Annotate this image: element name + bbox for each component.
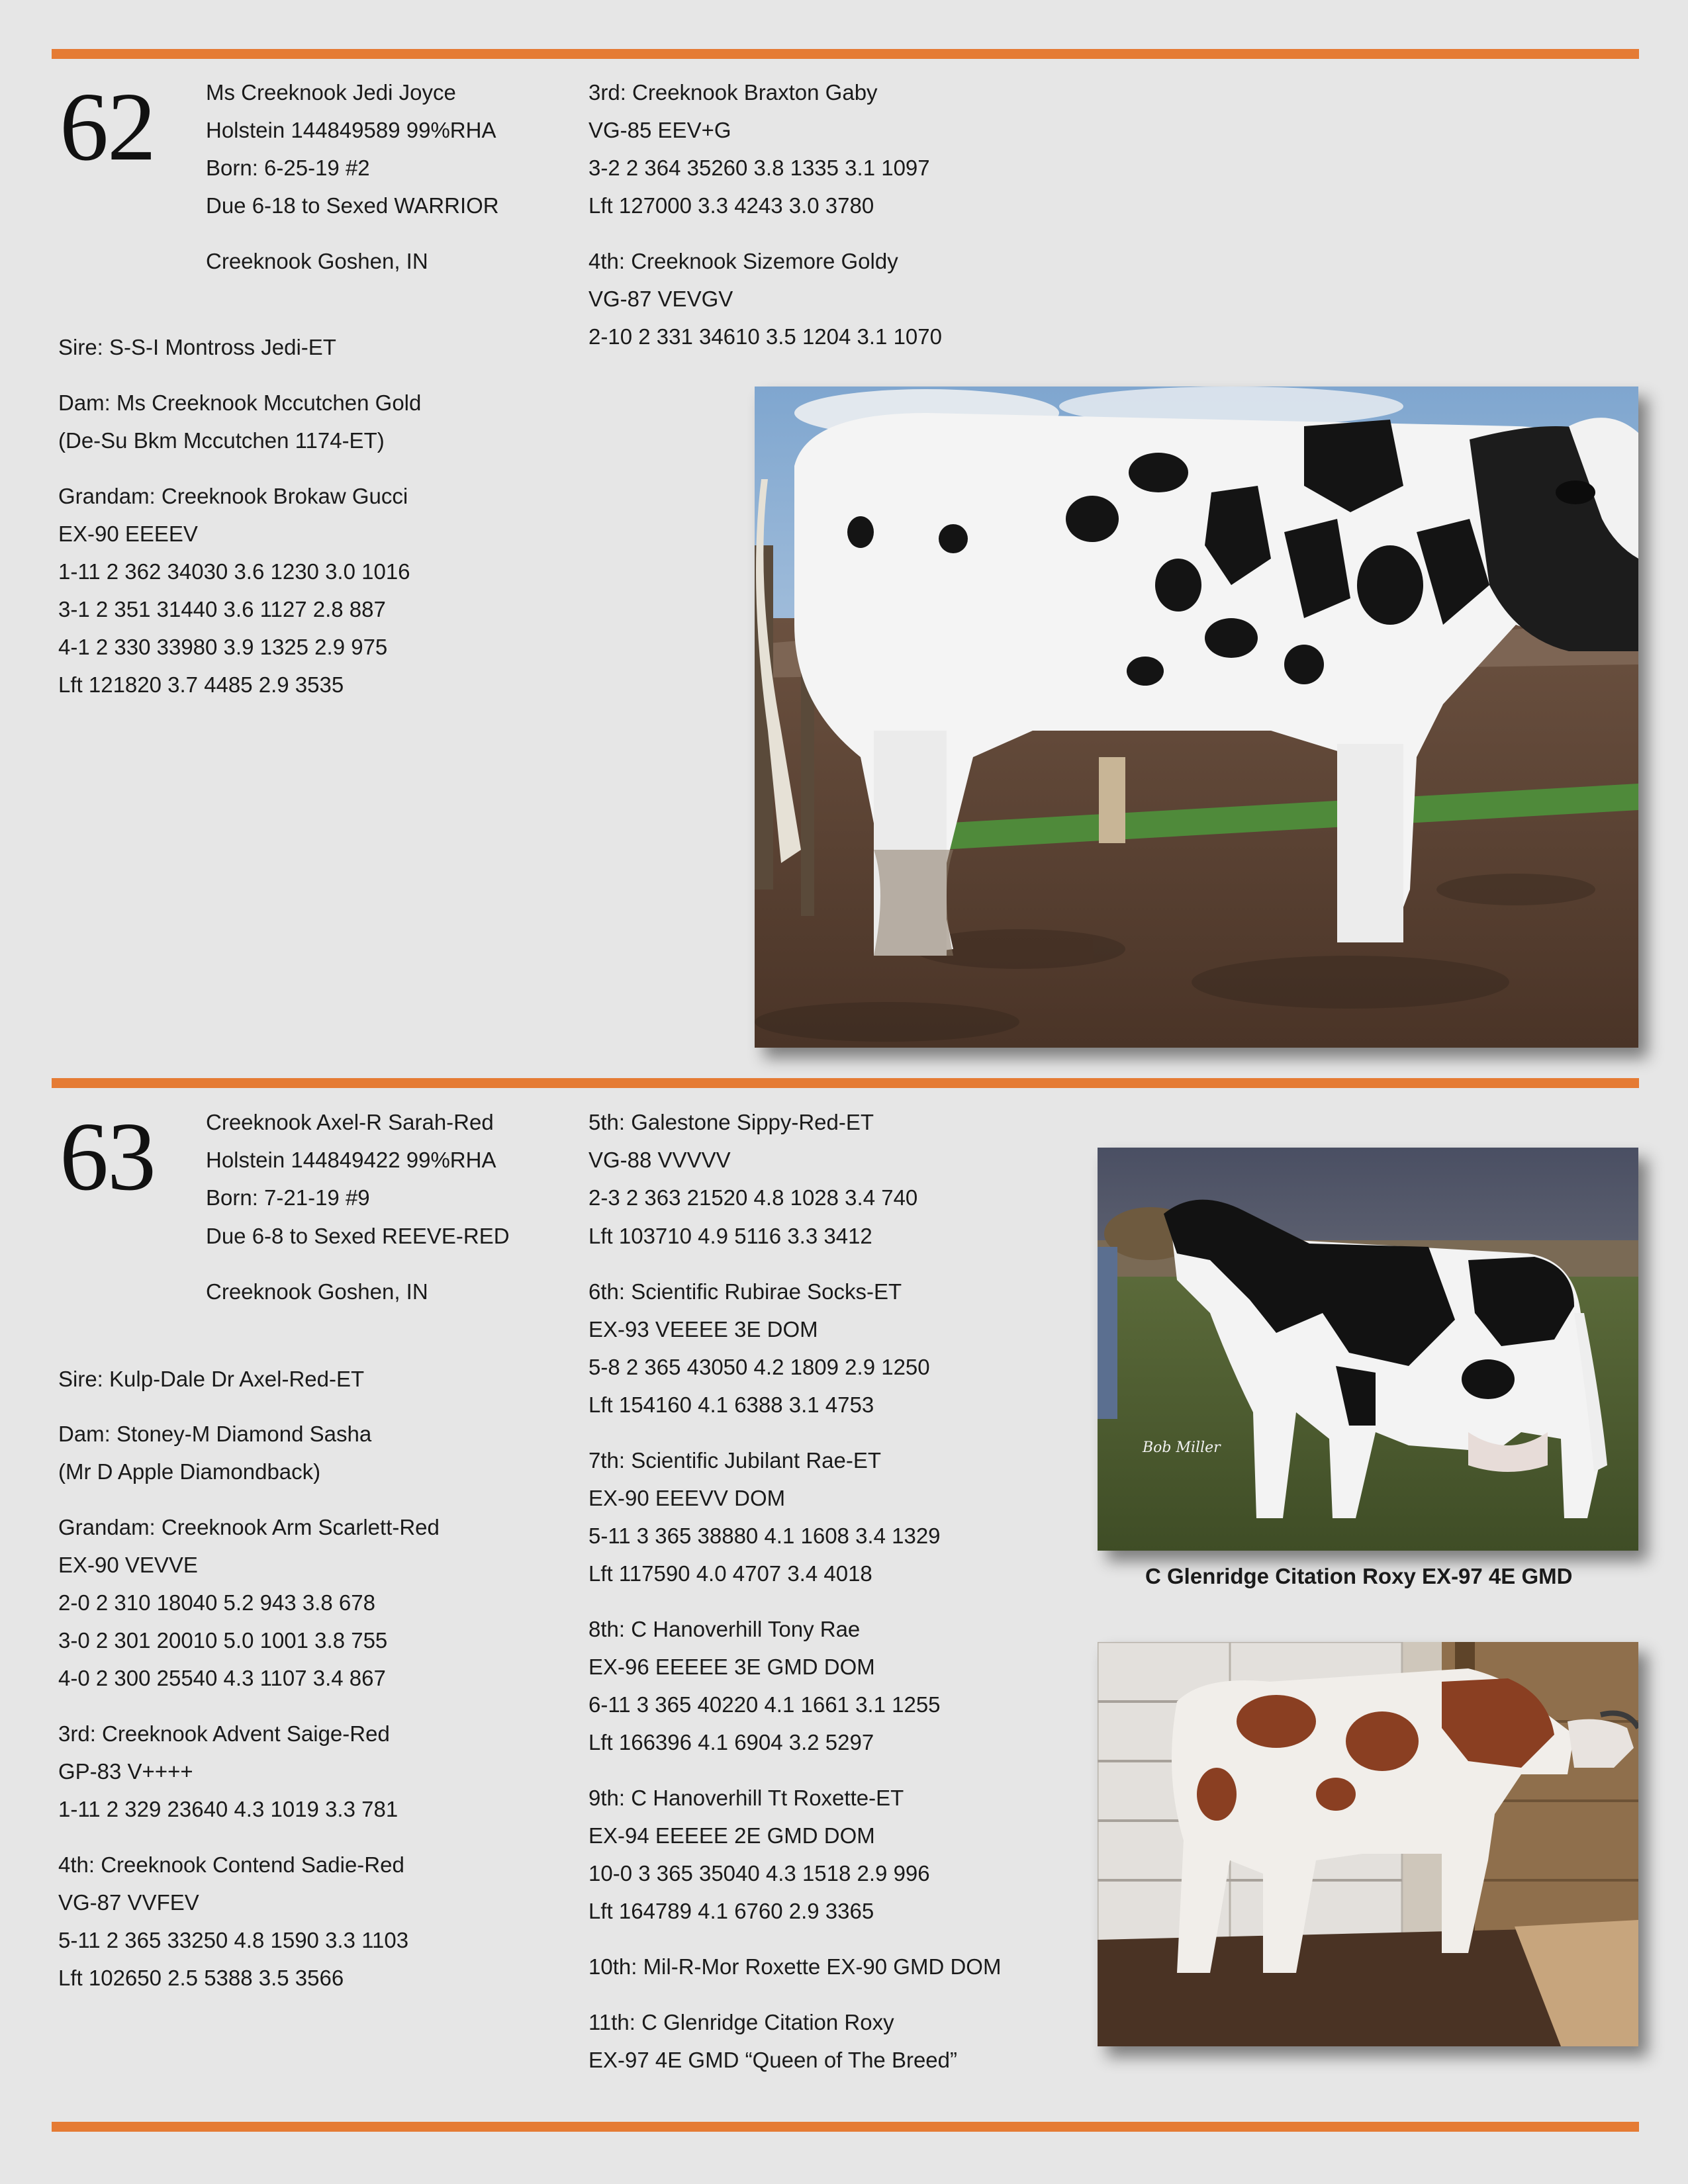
lot62-3rd-dam-lifetime: Lft 127000 3.3 4243 3.0 3780 [588,193,874,218]
lot62-dam-sire: (De-Su Bkm Mccutchen 1174-ET) [58,428,385,453]
lot63-6th-dam-score: EX-93 VEEEE 3E DOM [588,1317,818,1342]
lot62-due: Due 6-18 to Sexed WARRIOR [206,193,499,218]
lot63-3rd-dam-record: 1-11 2 329 23640 4.3 1019 3.3 781 [58,1797,399,1821]
lot63-5th-dam: 5th: Galestone Sippy-Red-ET [588,1110,874,1134]
lot63-9th-dam-score: EX-94 EEEEE 2E GMD DOM [588,1823,875,1848]
lot63-3rd-dam: 3rd: Creeknook Advent Saige-Red [58,1721,390,1746]
lot63-8th-dam-lifetime: Lft 166396 4.1 6904 3.2 5297 [588,1730,874,1754]
lot63-grandam-record-1: 2-0 2 310 18040 5.2 943 3.8 678 [58,1590,375,1615]
lot63-5th-dam-score: VG-88 VVVVV [588,1148,731,1172]
lot62-breed-reg: Holstein 144849589 99%RHA [206,118,496,142]
lot63-location: Creeknook Goshen, IN [206,1279,428,1304]
lot63-8th-dam-score: EX-96 EEEEE 3E GMD DOM [588,1655,875,1679]
lot63-4th-dam: 4th: Creeknook Contend Sadie-Red [58,1852,404,1877]
lot63-9th-dam-lifetime: Lft 164789 4.1 6760 2.9 3365 [588,1899,874,1923]
lot62-born: Born: 6-25-19 #2 [206,156,370,180]
lot62-grandam-record-2: 3-1 2 351 31440 3.6 1127 2.8 887 [58,597,386,621]
lot62-3rd-dam-score: VG-85 EEV+G [588,118,731,142]
lot62-4th-dam: 4th: Creeknook Sizemore Goldy [588,249,898,273]
lot63-name: Creeknook Axel-R Sarah-Red [206,1110,494,1134]
lot63-6th-dam: 6th: Scientific Rubirae Socks-ET [588,1279,902,1304]
lot63-8th-dam: 8th: C Hanoverhill Tony Rae [588,1617,861,1641]
lot62-dam: Dam: Ms Creeknook Mccutchen Gold [58,390,422,415]
lot63-sire: Sire: Kulp-Dale Dr Axel-Red-ET [58,1367,365,1391]
lot63-3rd-dam-score: GP-83 V++++ [58,1759,193,1784]
lot62-grandam-record-3: 4-1 2 330 33980 3.9 1325 2.9 975 [58,635,388,659]
lot63-4th-dam-lifetime: Lft 102650 2.5 5388 3.5 3566 [58,1966,344,1990]
lot63-7th-dam-record: 5-11 3 365 38880 4.1 1608 3.4 1329 [588,1524,941,1548]
lot63-heifer-photo [1098,1642,1638,2046]
lot-number-62: 62 [60,73,155,181]
roxy-photo-caption: C Glenridge Citation Roxy EX-97 4E GMD [1145,1564,1573,1588]
lot63-grandam: Grandam: Creeknook Arm Scarlett-Red [58,1515,440,1539]
lot62-grandam: Grandam: Creeknook Brokaw Gucci [58,484,408,508]
lot63-9th-dam-record: 10-0 3 365 35040 4.3 1518 2.9 996 [588,1861,930,1886]
lot63-5th-dam-lifetime: Lft 103710 4.9 5116 3.3 3412 [588,1224,872,1248]
lot63-grandam-record-2: 3-0 2 301 20010 5.0 1001 3.8 755 [58,1628,388,1653]
lot63-dam-sire: (Mr D Apple Diamondback) [58,1459,321,1484]
lot63-grandam-record-3: 4-0 2 300 25540 4.3 1107 3.4 867 [58,1666,386,1690]
lot63-5th-dam-record: 2-3 2 363 21520 4.8 1028 3.4 740 [588,1185,918,1210]
lot63-11th-dam-score: EX-97 4E GMD “Queen of The Breed” [588,2048,957,2072]
bottom-rule [52,2122,1639,2132]
lot63-7th-dam: 7th: Scientific Jubilant Rae-ET [588,1448,882,1473]
middle-rule [52,1078,1639,1088]
lot63-grandam-score: EX-90 VEVVE [58,1553,198,1577]
top-rule [52,49,1639,59]
lot63-6th-dam-record: 5-8 2 365 43050 4.2 1809 2.9 1250 [588,1355,930,1379]
lot62-grandam-score: EX-90 EEEEV [58,522,198,546]
lot63-born: Born: 7-21-19 #9 [206,1185,370,1210]
photo-signature: Bob Miller [1143,1439,1221,1456]
roxy-cow-photo [1098,1148,1638,1551]
lot63-breed-reg: Holstein 144849422 99%RHA [206,1148,496,1172]
lot62-location: Creeknook Goshen, IN [206,249,428,273]
lot62-grandam-record-1: 1-11 2 362 34030 3.6 1230 3.0 1016 [58,559,410,584]
lot63-6th-dam-lifetime: Lft 154160 4.1 6388 3.1 4753 [588,1392,874,1417]
lot62-name: Ms Creeknook Jedi Joyce [206,80,456,105]
lot63-11th-dam: 11th: C Glenridge Citation Roxy [588,2010,894,2034]
lot63-7th-dam-lifetime: Lft 117590 4.0 4707 3.4 4018 [588,1561,872,1586]
lot62-sire: Sire: S-S-I Montross Jedi-ET [58,335,336,359]
lot-number-63: 63 [60,1103,155,1211]
lot62-4th-dam-record: 2-10 2 331 34610 3.5 1204 3.1 1070 [588,324,942,349]
lot63-9th-dam: 9th: C Hanoverhill Tt Roxette-ET [588,1786,904,1810]
lot62-cow-photo [755,387,1638,1048]
lot62-grandam-lifetime: Lft 121820 3.7 4485 2.9 3535 [58,672,344,697]
lot63-10th-dam: 10th: Mil-R-Mor Roxette EX-90 GMD DOM [588,1954,1002,1979]
lot63-4th-dam-score: VG-87 VVFEV [58,1890,199,1915]
lot63-dam: Dam: Stoney-M Diamond Sasha [58,1422,372,1446]
lot63-7th-dam-score: EX-90 EEEVV DOM [588,1486,786,1510]
lot62-3rd-dam-record: 3-2 2 364 35260 3.8 1335 3.1 1097 [588,156,930,180]
lot62-4th-dam-score: VG-87 VEVGV [588,287,733,311]
lot63-4th-dam-record: 5-11 2 365 33250 4.8 1590 3.3 1103 [58,1928,409,1952]
lot62-3rd-dam: 3rd: Creeknook Braxton Gaby [588,80,878,105]
lot63-8th-dam-record: 6-11 3 365 40220 4.1 1661 3.1 1255 [588,1692,941,1717]
lot63-due: Due 6-8 to Sexed REEVE-RED [206,1224,510,1248]
